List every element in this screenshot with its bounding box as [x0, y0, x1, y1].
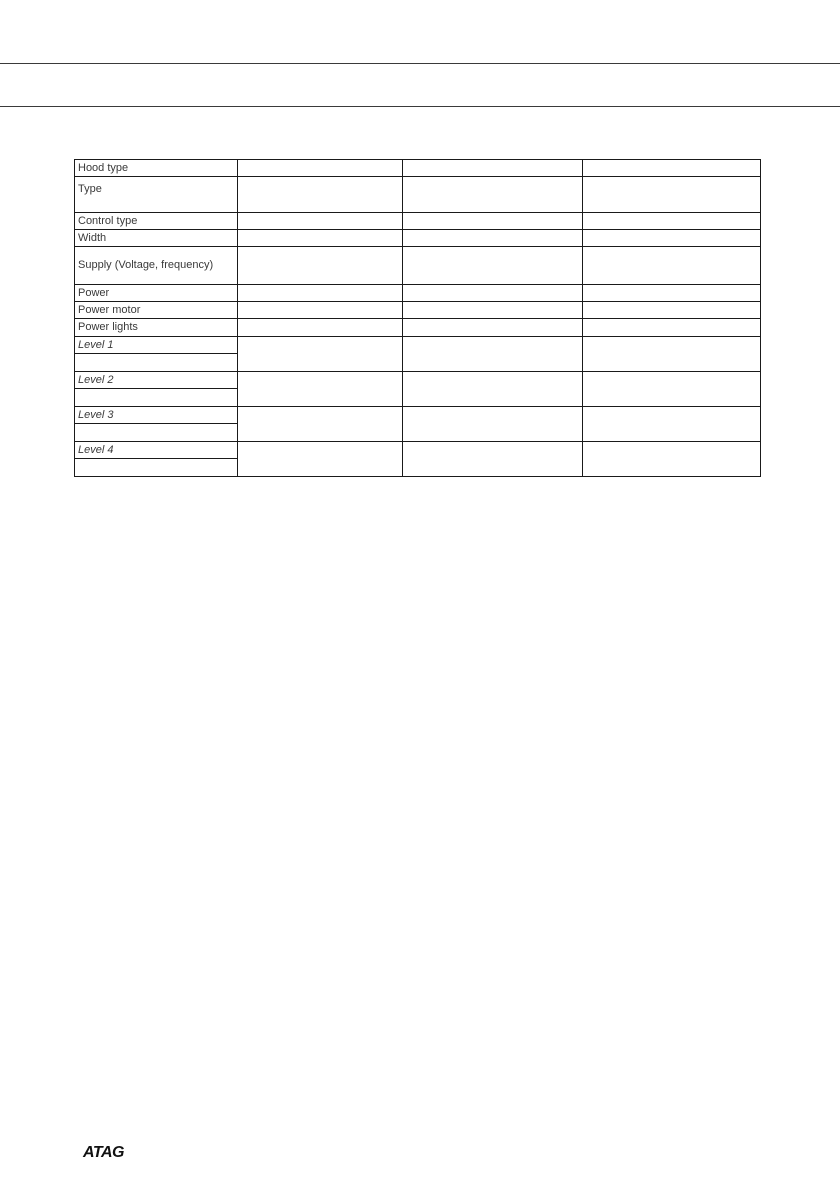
table-cell	[583, 372, 761, 407]
table-row	[75, 442, 761, 459]
table-row	[75, 372, 761, 389]
table-cell	[238, 372, 403, 407]
table-cell	[583, 302, 761, 319]
table-cell	[583, 247, 761, 285]
table-cell	[583, 230, 761, 247]
table-cell	[583, 213, 761, 230]
row-label-level-4: Level 4	[75, 442, 238, 459]
table-cell	[238, 337, 403, 372]
table-cell	[583, 160, 761, 177]
row-label-supply: Supply (Voltage, frequency)	[75, 247, 238, 285]
specifications-table	[74, 159, 761, 477]
table-cell	[238, 285, 403, 302]
header-rule-top	[0, 63, 840, 64]
table-cell	[403, 319, 583, 337]
row-label-width: Width	[75, 230, 238, 247]
table-row	[75, 337, 761, 354]
table-cell	[583, 337, 761, 372]
table-cell	[583, 407, 761, 442]
row-label-power-lights: Power lights	[75, 319, 238, 337]
table-cell	[583, 285, 761, 302]
table-row	[75, 160, 761, 177]
table-cell	[403, 407, 583, 442]
table-cell	[238, 302, 403, 319]
table-cell	[238, 247, 403, 285]
table-cell	[403, 337, 583, 372]
row-label-power: Power	[75, 285, 238, 302]
table-cell	[238, 442, 403, 477]
table-cell	[75, 354, 238, 372]
table-cell	[75, 459, 238, 477]
table-row	[75, 230, 761, 247]
table-cell	[403, 285, 583, 302]
table-row	[75, 247, 761, 285]
table-cell	[238, 177, 403, 213]
table-cell	[403, 230, 583, 247]
table-cell	[238, 213, 403, 230]
table-cell	[238, 160, 403, 177]
table-cell	[403, 372, 583, 407]
table-cell	[403, 213, 583, 230]
row-label-level-2: Level 2	[75, 372, 238, 389]
atag-logo: ATAG	[83, 1144, 124, 1161]
row-label-hood-type: Hood type	[75, 160, 238, 177]
table-cell	[583, 319, 761, 337]
table-cell	[403, 302, 583, 319]
table-cell	[403, 177, 583, 213]
row-label-control-type: Control type	[75, 213, 238, 230]
table-cell	[238, 230, 403, 247]
table-cell	[403, 160, 583, 177]
table-row	[75, 302, 761, 319]
header-rule-bottom	[0, 106, 840, 107]
table-cell	[238, 319, 403, 337]
table-cell	[75, 424, 238, 442]
table-cell	[583, 442, 761, 477]
table-cell	[403, 442, 583, 477]
table-row	[75, 407, 761, 424]
table-cell	[583, 177, 761, 213]
row-label-type: Type	[75, 177, 238, 213]
table-row	[75, 213, 761, 230]
row-label-level-1: Level 1	[75, 337, 238, 354]
table-cell	[75, 389, 238, 407]
table-row	[75, 285, 761, 302]
row-label-level-3: Level 3	[75, 407, 238, 424]
table-cell	[403, 247, 583, 285]
row-label-power-motor: Power motor	[75, 302, 238, 319]
table-cell	[238, 407, 403, 442]
table-row	[75, 319, 761, 337]
table-row	[75, 177, 761, 213]
